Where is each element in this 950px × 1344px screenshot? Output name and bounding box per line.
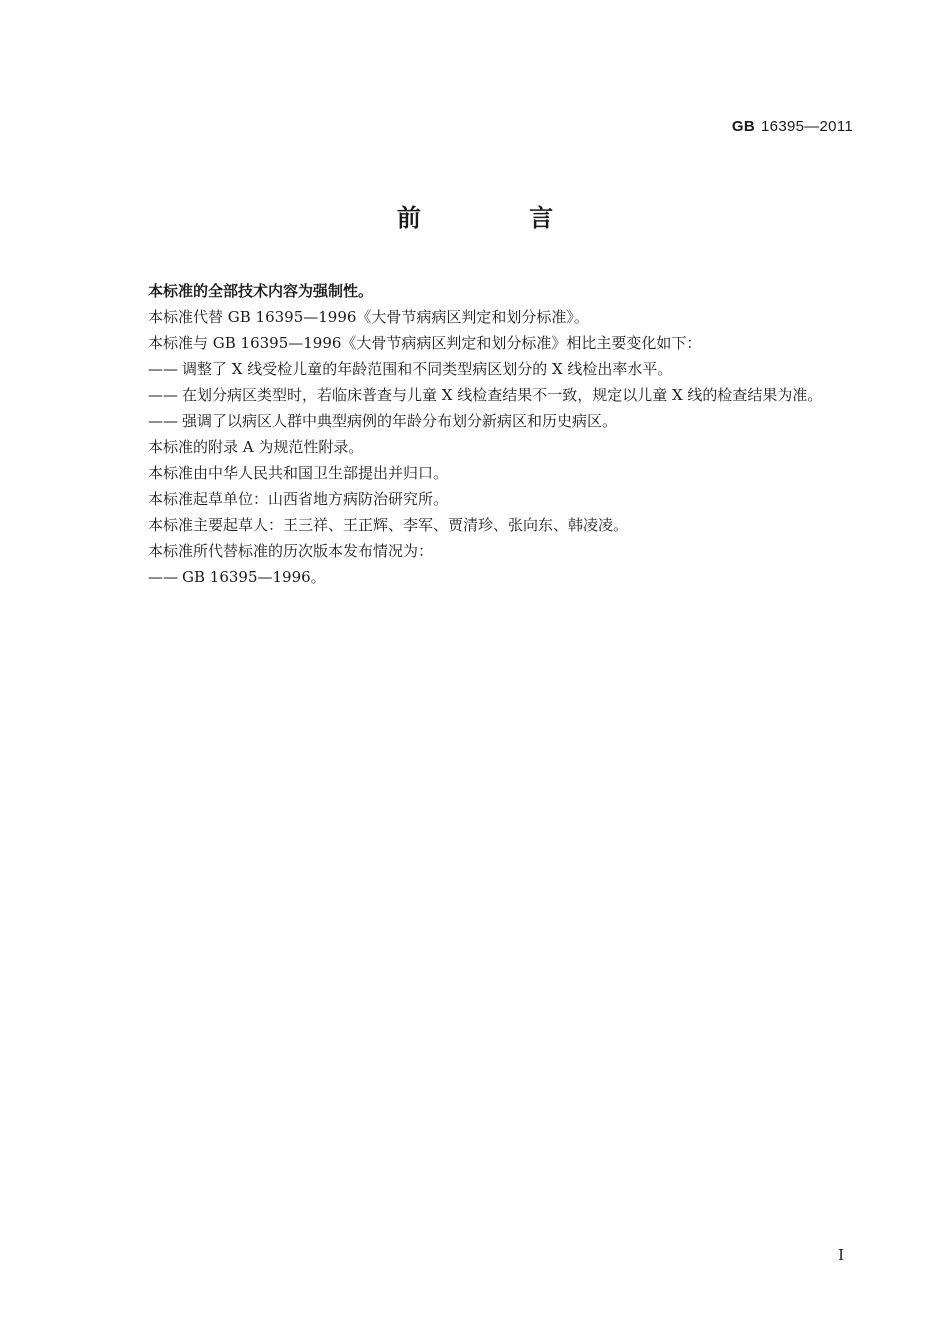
change-item-text: 在划分病区类型时，若临床普查与儿童 X 线检查结果不一致，规定以儿童 X 线的检查结果为准。 [182,386,823,404]
change-item [148,356,860,382]
dash-mark: —— [148,412,178,430]
history-intro: 本标准所代替标准的历次版本发布情况为： [148,542,434,560]
page-title: 前 言 [396,204,604,232]
change-item [148,408,860,434]
dash-mark: —— [148,386,178,404]
page-number: I [838,1246,844,1264]
dash-mark: —— [148,568,178,586]
change-item-text: 强调了以病区人群中典型病例的年龄分布划分新病区和历史病区。 [182,412,618,430]
changes-intro: 本标准与 GB 16395—1996《大骨节病病区判定和划分标准》相比主要变化如下： [148,334,702,352]
drafting-unit-statement: 本标准起草单位：山西省地方病防治研究所。 [148,490,449,508]
replaces-statement: 本标准代替 GB 16395—1996《大骨节病病区判定和划分标准》。 [148,308,589,326]
appendix-statement: 本标准的附录 A 为规范性附录。 [148,438,364,456]
change-item-text: 调整了 X 线受检儿童的年龄范围和不同类型病区划分的 X 线检出率水平。 [182,360,673,378]
document-body [148,278,860,590]
proposer-statement: 本标准由中华人民共和国卫生部提出并归口。 [148,464,449,482]
standard-code-number: 16395—2011 [761,118,853,135]
drafters-statement: 本标准主要起草人：王三祥、王正辉、李军、贾清珍、张向东、韩凌凌。 [148,516,629,534]
change-item [148,382,860,408]
mandatory-statement: 本标准的全部技术内容为强制性。 [148,282,374,300]
dash-mark: —— [148,360,178,378]
history-item-text: GB 16395—1996。 [182,568,326,586]
standard-code-prefix: GB [731,118,756,135]
standard-code [732,118,853,135]
history-item [148,564,860,590]
